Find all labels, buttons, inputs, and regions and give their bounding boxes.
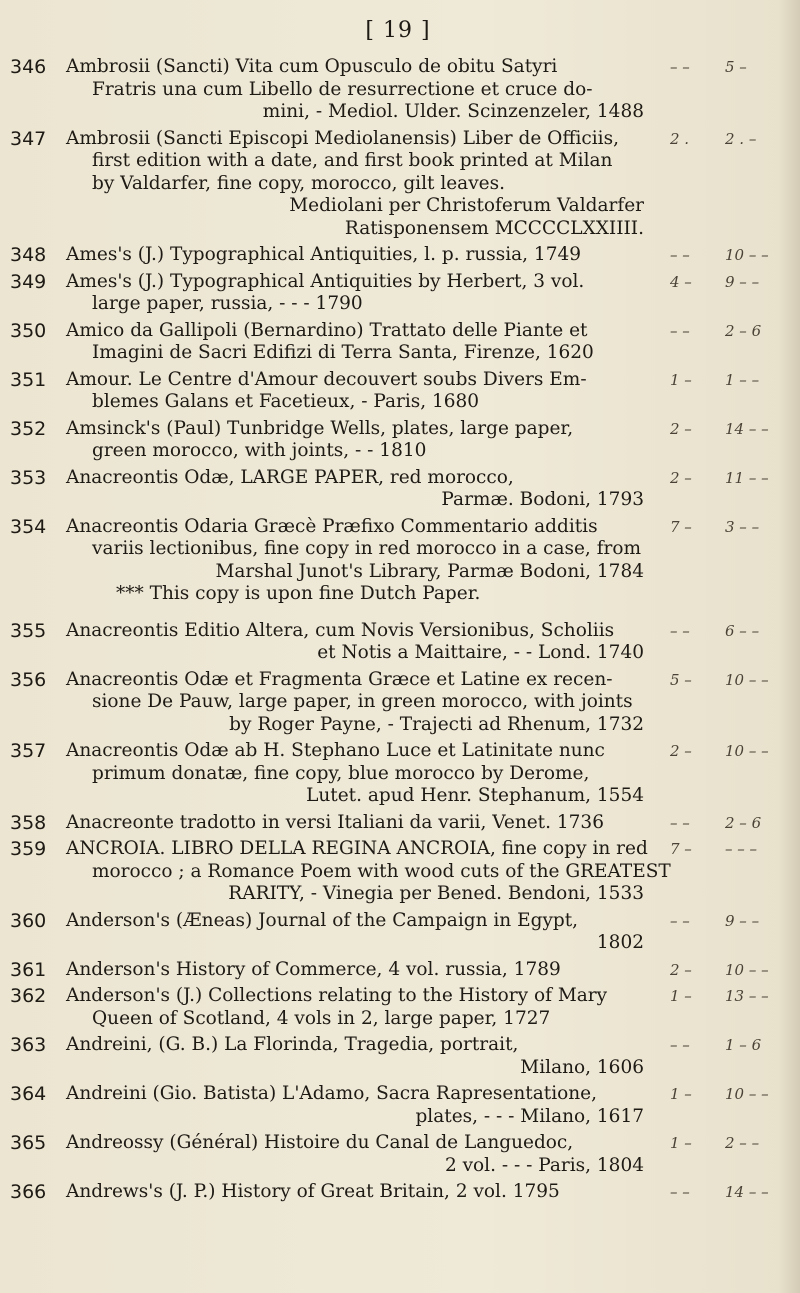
handwritten-price-pounds: – – <box>670 58 690 76</box>
catalogue-entry <box>0 985 800 1030</box>
handwritten-price-shillings: – – – <box>725 840 758 858</box>
entry-text-line: by Valdarfer, fine copy, morocco, gilt leaves. <box>92 172 505 194</box>
entry-text-line: Anderson's (Æneas) Journal of the Campaign in Egypt, <box>66 909 579 931</box>
entry-text-line: Anacreontis Odæ, LARGE PAPER, red morocco, <box>66 466 514 488</box>
entry-text-line: *** This copy is upon fine Dutch Paper. <box>116 583 481 604</box>
entry-text-line: Anacreonte tradotto in versi Italiani da varii, Venet. 1736 <box>66 811 604 833</box>
handwritten-price-pounds: – – <box>670 246 690 264</box>
handwritten-price-shillings: 6 – – <box>725 621 760 640</box>
entry-text-line: Anacreontis Editio Altera, cum Novis Versionibus, Scholiis <box>66 619 615 641</box>
catalogue-entry <box>0 620 800 665</box>
entry-text-line: Parmæ. Bodoni, 1793 <box>441 489 644 510</box>
entry-text-line: Anderson's History of Commerce, 4 vol. russia, 1789 <box>66 958 561 980</box>
handwritten-price-shillings: 9 – – <box>725 911 760 930</box>
handwritten-price-pounds: 1 – <box>670 1085 692 1103</box>
entry-text-line: Amour. Le Centre d'Amour decouvert soubs Divers Em- <box>66 368 587 390</box>
entry-text-line: Mediolani per Christoferum Valdarfer <box>289 195 644 216</box>
handwritten-price-shillings: 2 – – <box>725 1134 760 1152</box>
handwritten-price-pounds: – – <box>670 813 690 832</box>
lot-number: 366 <box>10 1181 47 1203</box>
handwritten-price-pounds: 2 . <box>670 129 690 148</box>
handwritten-price-shillings: 13 – – <box>725 987 769 1005</box>
handwritten-price-shillings: 14 – – <box>725 419 769 438</box>
handwritten-price-shillings: 10 – – <box>725 960 769 979</box>
entry-text-line: primum donatæ, fine copy, blue morocco by Derome, <box>92 762 590 784</box>
lot-number: 354 <box>10 515 47 538</box>
lot-number: 353 <box>10 466 47 489</box>
catalogue-entry <box>0 910 800 955</box>
catalogue-entry <box>0 320 800 365</box>
catalogue-entry <box>0 1083 800 1128</box>
entry-text-line: RARITY, - Vinegia per Bened. Bendoni, 1533 <box>228 883 644 904</box>
lot-number: 362 <box>10 985 47 1007</box>
catalogue-entry <box>0 838 800 906</box>
lot-number: 361 <box>10 958 47 981</box>
entry-text-line: blemes Galans et Facetieux, - Paris, 1680 <box>92 391 480 412</box>
catalogue-entry <box>0 740 800 808</box>
catalogue-entry <box>0 1132 800 1177</box>
page-number: [ 19 ] <box>365 18 431 43</box>
handwritten-price-shillings: 10 – – <box>725 246 769 264</box>
catalogue-entry <box>0 1034 800 1079</box>
handwritten-price-shillings: 10 – – <box>725 742 769 760</box>
entry-text-line: Anacreontis Odaria Græcè Præfixo Commentario additis <box>66 515 598 537</box>
lot-number: 350 <box>10 319 47 342</box>
catalogue-entry <box>0 369 800 414</box>
handwritten-price-shillings: 14 – – <box>725 1183 769 1201</box>
entry-text-line: Milano, 1606 <box>520 1056 644 1078</box>
handwritten-price-pounds: 1 – <box>670 987 692 1005</box>
entry-text-line: first edition with a date, and first book printed at Milan <box>92 150 613 171</box>
handwritten-price-pounds: – – <box>670 621 690 640</box>
entry-text-line: Andreossy (Général) Histoire du Canal de Languedoc, <box>66 1132 574 1153</box>
catalogue-entry <box>0 1181 800 1204</box>
handwritten-price-pounds: – – <box>670 321 690 340</box>
handwritten-price-pounds: – – <box>670 1036 690 1054</box>
handwritten-price-pounds: 2 – <box>670 468 692 487</box>
lot-number: 348 <box>10 244 47 266</box>
handwritten-price-shillings: 10 – – <box>725 1085 769 1103</box>
entry-text-line: variis lectionibus, fine copy in red morocco in a case, from <box>92 538 642 559</box>
handwritten-price-shillings: 10 – – <box>725 670 769 689</box>
lot-number: 347 <box>10 127 47 150</box>
entry-text-line: Ratisponensem MCCCCLXXIIII. <box>344 217 644 239</box>
entry-text-line: Fratris una cum Libello de resurrectione et cruce do- <box>92 78 593 100</box>
handwritten-price-pounds: 2 – <box>670 960 692 979</box>
lot-number: 346 <box>10 56 47 78</box>
lot-number: 365 <box>10 1132 47 1154</box>
lot-number: 352 <box>10 417 47 440</box>
entry-text-line: Andreini (Gio. Batista) L'Adamo, Sacra Rapresentatione, <box>66 1083 597 1104</box>
catalogue-entry <box>0 271 800 316</box>
catalogue-entry <box>0 128 800 241</box>
handwritten-price-shillings: 3 – – <box>725 517 760 536</box>
catalogue-entry <box>0 56 800 124</box>
entry-text-line: large paper, russia, - - - 1790 <box>92 293 363 314</box>
handwritten-price-shillings: 1 – – <box>725 370 760 389</box>
entry-text-line: Amsinck's (Paul) Tunbridge Wells, plates, large paper, <box>66 417 574 439</box>
entry-text-line: 2 vol. - - - Paris, 1804 <box>444 1154 644 1176</box>
entry-text-line: ANCROIA. LIBRO DELLA REGINA ANCROIA, fine copy in red <box>66 838 648 859</box>
entry-text-line: morocco ; a Romance Poem with wood cuts of the GREATEST <box>92 860 671 882</box>
lot-number: 360 <box>10 909 47 932</box>
entry-text-line: Amico da Gallipoli (Bernardino) Trattato delle Piante et <box>66 319 588 341</box>
entry-text-line: by Roger Payne, - Trajecti ad Rhenum, 1732 <box>229 713 644 735</box>
handwritten-price-pounds: – – <box>670 911 690 930</box>
entry-text-line: Ames's (J.) Typographical Antiquities, l. p. russia, 1749 <box>66 244 582 265</box>
handwritten-price-pounds: – – <box>670 1183 690 1201</box>
entry-text-line: Lutet. apud Henr. Stephanum, 1554 <box>306 785 644 806</box>
handwritten-price-pounds: 4 – <box>670 272 692 291</box>
handwritten-price-pounds: 2 – <box>670 742 692 760</box>
lot-number: 364 <box>10 1083 47 1105</box>
entry-text-line: Anacreontis Odæ ab H. Stephano Luce et Latinitate nunc <box>66 740 605 761</box>
entry-text-line: green morocco, with joints, - - 1810 <box>92 440 427 461</box>
entry-text-line: Andrews's (J. P.) History of Great Britain, 2 vol. 1795 <box>66 1181 560 1202</box>
catalogue-entry <box>0 812 800 835</box>
handwritten-price-shillings: 5 – <box>725 58 747 76</box>
handwritten-price-shillings: 9 – – <box>725 272 760 291</box>
entry-text-line: et Notis a Maittaire, - - Lond. 1740 <box>317 642 644 663</box>
entry-text-line: 1802 <box>596 932 644 953</box>
handwritten-price-pounds: 7 – <box>670 517 692 536</box>
lot-number: 363 <box>10 1034 47 1056</box>
entry-text-line: Ambrosii (Sancti) Vita cum Opusculo de obitu Satyri <box>66 56 558 77</box>
entry-text-line: mini, - Mediol. Ulder. Scinzenzeler, 1488 <box>262 101 644 122</box>
entry-text-line: Anderson's (J.) Collections relating to the History of Mary <box>66 985 608 1006</box>
catalogue-entry <box>0 959 800 982</box>
entry-text-line: plates, - - - Milano, 1617 <box>415 1105 644 1127</box>
handwritten-price-shillings: 2 – 6 <box>725 813 762 832</box>
entry-text-line: sione De Pauw, large paper, in green morocco, with joints <box>92 691 633 712</box>
handwritten-price-pounds: 2 – <box>670 419 692 438</box>
lot-number: 357 <box>10 740 47 762</box>
entry-text-line: Anacreontis Odæ et Fragmenta Græce et Latine ex recen- <box>66 668 613 690</box>
catalogue-entry <box>0 669 800 737</box>
handwritten-price-pounds: 1 – <box>670 1134 692 1152</box>
entry-text-line: Andreini, (G. B.) La Florinda, Tragedia, portrait, <box>66 1034 519 1055</box>
lot-number: 349 <box>10 270 47 293</box>
entry-text-line: Imagini de Sacri Edifizi di Terra Santa, Firenze, 1620 <box>92 342 594 363</box>
handwritten-price-pounds: 1 – <box>670 370 692 389</box>
handwritten-price-pounds: 5 – <box>670 670 692 689</box>
handwritten-price-shillings: 11 – – <box>725 468 769 487</box>
entry-text-line: Ames's (J.) Typographical Antiquities by Herbert, 3 vol. <box>66 270 585 292</box>
catalogue-entry <box>0 467 800 512</box>
catalogue-entry <box>0 516 800 606</box>
entry-text-line: Ambrosii (Sancti Episcopi Mediolanensis) Liber de Officiis, <box>66 127 619 149</box>
entry-text-line: Marshal Junot's Library, Parmæ Bodoni, 1784 <box>215 560 644 582</box>
lot-number: 356 <box>10 668 47 691</box>
handwritten-price-shillings: 1 – 6 <box>725 1036 762 1054</box>
catalogue-entries <box>0 56 800 1208</box>
entry-text-line: Queen of Scotland, 4 vols in 2, large paper, 1727 <box>92 1007 551 1029</box>
catalogue-entry <box>0 418 800 463</box>
lot-number: 359 <box>10 838 47 860</box>
catalogue-entry <box>0 244 800 267</box>
handwritten-price-shillings: 2 . – <box>725 129 757 148</box>
lot-number: 355 <box>10 619 47 642</box>
lot-number: 358 <box>10 811 47 834</box>
handwritten-price-shillings: 2 – 6 <box>725 321 762 340</box>
lot-number: 351 <box>10 368 47 391</box>
handwritten-price-pounds: 7 – <box>670 840 692 858</box>
